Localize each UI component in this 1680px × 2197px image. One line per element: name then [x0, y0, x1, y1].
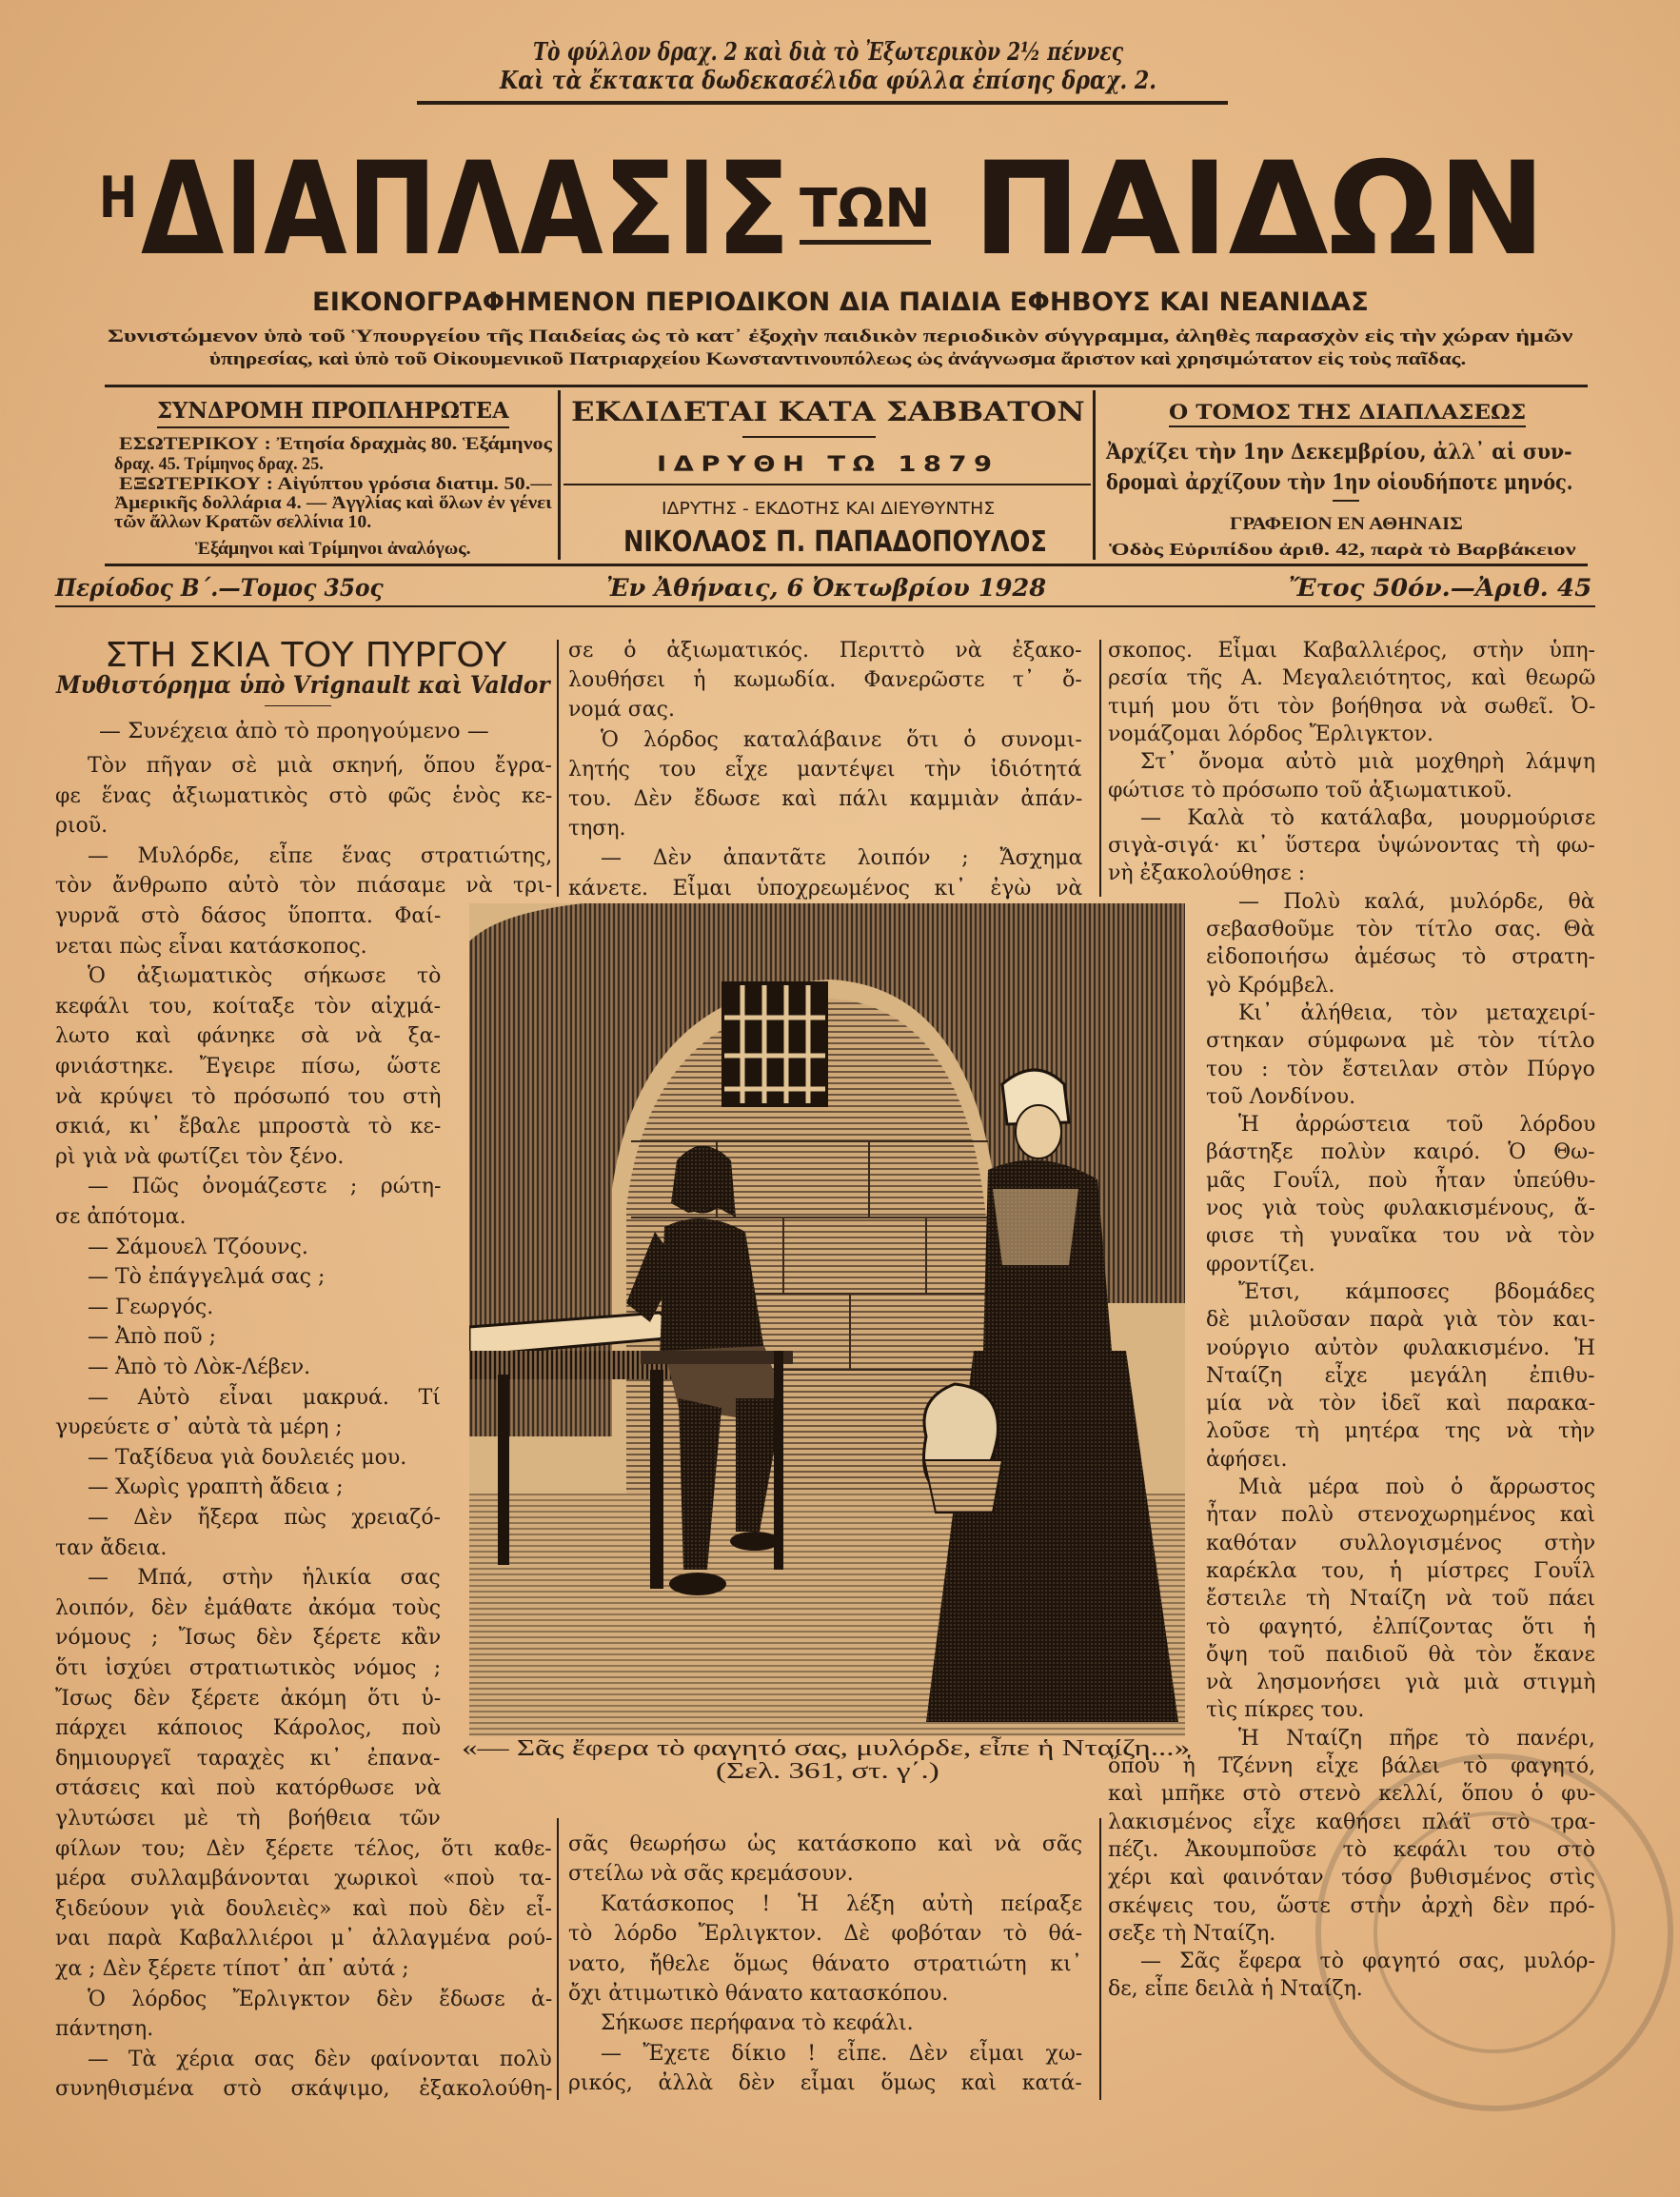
- text-line: λοῦσε τὴ μητέρα της νὰ τὴν: [1206, 1419, 1595, 1444]
- text-line: — Ταξίδευα γιὰ δουλειές μου.: [88, 1445, 407, 1470]
- text-line: φε ἕνας ἀξιωματικὸς στὸ φῶς ἑνὸς κε-: [55, 783, 553, 808]
- subtitle: ΕΙΚΟΝΟΓΡΑΦΗΜΕΝΟΝ ΠΕΡΙΟΔΙΚΟΝ ΔΙΑ ΠΑΙΔΙΑ ΕΦΗΒΟΥΣ ΚΑΙ ΝΕΑΝΙΔΑΣ: [312, 287, 1369, 317]
- text-line: ταν ἄδεια.: [55, 1535, 168, 1560]
- volume-line: Ἀρχίζει τὴν 1ην Δεκεμβρίου, ἀλλ᾿ αἱ συν-: [1106, 440, 1572, 465]
- text-line: πέζι. Ἀκουμποῦσε τὸ κεφάλι του στὸ: [1108, 1837, 1596, 1862]
- volume-line: δρομαὶ ἀρχίζουν τὴν 1ην οἱουδήποτε μηνός.: [1106, 470, 1573, 495]
- info-rule-bottom: [55, 605, 1595, 607]
- text-line: ναι παρὰ Καβαλλιέροι μ᾿ ἀλλαγμένα ρού-: [55, 1927, 553, 1951]
- column-divider: [557, 640, 559, 897]
- text-line: νὰ λησμονήσει γιὰ μιὰ στιγμὴ: [1206, 1671, 1596, 1695]
- text-line: ρικός, ἀλλὰ δὲν εἶμαι ὅμως καὶ κατά-: [568, 2071, 1082, 2096]
- text-line: σᾶς θεωρήσω ὡς κατάσκοπο καὶ νὰ σᾶς: [568, 1832, 1083, 1856]
- subscription-line: Ἀμερικῆς δολλάρια 4. — Ἀγγλίας καὶ ὅλων ἐν γένει: [114, 493, 552, 513]
- text-line: — Σᾶς ἔφερα τὸ φαγητό σας, μυλόρ-: [1140, 1950, 1595, 1974]
- text-line: νομά σας.: [568, 698, 675, 722]
- volume-heading-rule: [1169, 426, 1526, 427]
- illustration-caption: «— Σᾶς ἔφερα τὸ φαγητό σας, μυλόρδε, εἶπε ἡ Νταίζη...»: [462, 1736, 1191, 1761]
- text-line: ἔστειλε τὴ Νταίζη νὰ τοῦ πάει: [1206, 1587, 1596, 1612]
- text-line: τηση.: [568, 817, 626, 841]
- text-line: σεξε τὴ Νταίζη.: [1108, 1921, 1276, 1946]
- text-line: νόμους ; Ἴσως δὲν ξέρετε κἂν: [55, 1626, 442, 1651]
- text-line: σιγὰ-σιγά· κι᾿ ὕστερα ὑψώνοντας τὴ φω-: [1108, 834, 1595, 859]
- text-line: Ἴσως δὲν ξέρετε ἀκόμη ὅτι ὑ-: [55, 1686, 442, 1711]
- text-line: — Τὸ ἐπάγγελμά σας ;: [88, 1265, 326, 1290]
- text-line: λοιπόν, δὲν ἐμάθατε ἀκόμα τοὺς: [55, 1595, 442, 1620]
- text-line: Ὁ ἀξιωματικὸς σήκωσε τὸ: [88, 964, 442, 989]
- text-line: χέρι καὶ φαινόταν τόσο βυθισμένος στὶς: [1108, 1866, 1595, 1890]
- text-line: καὶ μπῆκε στὸ στενὸ κελλί, ὅπου ὁ φυ-: [1108, 1782, 1596, 1807]
- text-line: νομάζομαι λόρδος Ἔρλιγκτον.: [1108, 722, 1434, 746]
- text-line: τὸ φαγητό, ἐλπίζοντας ὅτι ἡ: [1206, 1614, 1596, 1639]
- text-line: συνηθισμένα στὸ σκάψιμο, ἐξακολούθη-: [55, 2077, 553, 2102]
- text-line: φνιάστηκε. Ἔγειρε πίσω, ὥστε: [55, 1055, 441, 1079]
- text-line: τὸ λόρδο Ἔρλιγκτον. Δὲ φοβόταν τὸ θά-: [568, 1922, 1083, 1947]
- text-line: — Ἀπὸ ποῦ ;: [88, 1325, 217, 1350]
- issue-year-number: Ἔτος 50όν.—Ἀριθ. 45: [1289, 574, 1592, 602]
- text-line: νούργιο αὐτὸν φυλακισμένο. Ἡ: [1206, 1336, 1596, 1360]
- info-rule-top: [105, 564, 1588, 566]
- text-line: δε, εἶπε δειλὰ ἡ Νταίζη.: [1108, 1977, 1363, 2002]
- header-divider-2: [1093, 390, 1096, 560]
- text-line: σκιά, κι᾿ ἔβαλε μπροστὰ τὸ κε-: [55, 1115, 442, 1139]
- text-line: ρὶ γιὰ νὰ φωτίζει τὸν ξένο.: [55, 1144, 345, 1169]
- text-line: — Πολὺ καλά, μυλόρδε, θὰ: [1238, 889, 1595, 914]
- text-line: μέρα συλλαμβάνονται χωρικοὶ «ποὺ τα-: [55, 1867, 552, 1891]
- text-line: σε ὁ ἀξιωματικός. Περιττὸ νὰ ἐξακο-: [568, 639, 1082, 663]
- text-line: — Ἔχετε δίκιο ! εἶπε. Δὲν εἶμαι χω-: [601, 2041, 1083, 2066]
- text-line: — Δὲν ἀπαντᾶτε λοιπόν ; Ἄσχημα: [601, 846, 1083, 871]
- text-line: — Καλὰ τὸ κατάλαβα, μουρμούρισε: [1140, 805, 1596, 830]
- volume-short-rule: [1333, 500, 1359, 502]
- text-line: χα ; Δὲν ξέρετε τίποτ᾿ ἀπ᾿ αὐτά ;: [55, 1957, 409, 1981]
- text-line: του : τὸν ἔστειλαν στὸν Πύργο: [1206, 1057, 1595, 1081]
- text-line: — Ἀπὸ τὸ Λὸκ-Λέβεν.: [88, 1356, 311, 1379]
- text-line: δημιουργεῖ ταραχὲς κι᾿ ἐπανα-: [55, 1746, 441, 1771]
- text-line: καρέκλα του, ἡ μίστρες Γουΐλ: [1206, 1558, 1595, 1583]
- subscription-line: Ἑξάμηνοι καὶ Τρίμηνοι ἀναλόγως.: [195, 539, 471, 559]
- text-line: ὅτι ἰσχύει στρατιωτικὸς νόμος ;: [55, 1656, 442, 1680]
- text-line: εἰδοποιήσω ἀμέσως τὸ στρατη-: [1206, 945, 1595, 970]
- top-rule: [417, 101, 1228, 105]
- text-line: νατο, ἤθελε ὅμως θάνατο στρατιώτη κι᾿: [568, 1951, 1082, 1976]
- text-line: ὅπου ἡ Τζέννη εἶχε βάλει τὸ φαγητό,: [1108, 1754, 1596, 1778]
- office-heading: ΓΡΑΦΕΙΟΝ ΕΝ ΑΘΗΝΑΙΣ: [1230, 514, 1463, 534]
- issue-period: Περίοδος Β΄.—Τομος 35ος: [55, 574, 384, 602]
- text-line: τοῦ Λονδίνου.: [1206, 1084, 1356, 1109]
- text-line: στηκαν σύμφωνα μὲ τὸν τίτλο: [1206, 1029, 1595, 1054]
- text-line: νὴ ἐξακολούθησε :: [1108, 861, 1306, 886]
- text-line: ἦταν πολὺ στενοχωρημένος καὶ: [1206, 1503, 1596, 1528]
- text-line: τιμή μου ὅτι τὸν βοήθησα νὰ σωθεῖ. Ὀ-: [1108, 694, 1596, 719]
- text-line: ριοῦ.: [55, 814, 109, 839]
- text-line: Νταίζη εἶχε μεγάλη ἐπιθυ-: [1206, 1363, 1595, 1388]
- text-line: Κι᾿ ἀλήθεια, τὸν μεταχειρί-: [1238, 1000, 1595, 1025]
- masthead-word-ton: ΤΩΝ: [800, 178, 931, 240]
- text-line: νος γιὰ τοὺς φυλακισμένους, ἄ-: [1206, 1197, 1595, 1220]
- text-line: γὸ Κρόμβελ.: [1206, 973, 1335, 998]
- text-line: ρεσία τῆς Α. Μεγαλειότητος, καὶ θεωρῶ: [1108, 666, 1596, 691]
- text-line: — Μυλόρδε, εἶπε ἕνας στρατιώτης,: [88, 843, 553, 868]
- text-line: Ἡ Νταίζη πῆρε τὸ πανέρι,: [1238, 1726, 1595, 1751]
- column-divider: [557, 1818, 559, 2100]
- text-line: Ἔτσι, κάμποσες βδομάδες: [1238, 1279, 1595, 1304]
- text-line: κάνετε. Εἶμαι ὑποχρεωμένος κι᾿ ἐγὼ νὰ: [568, 876, 1083, 901]
- publication-schedule: ΕΚΔΙΔΕΤΑΙ ΚΑΤΑ ΣΑΒΒΑΤΟΝ: [571, 396, 1085, 427]
- text-line: λακισμένος εἶχε καθήσει πλάϊ στὸ τρα-: [1108, 1810, 1596, 1834]
- publication-founded: ΙΔΡΥΘΗ ΤΩ 1879: [657, 453, 999, 477]
- text-line: — Γεωργός.: [88, 1295, 214, 1319]
- text-line: — Σάμουελ Τζόουνς.: [88, 1235, 308, 1259]
- text-line: λωτο καὶ φάνηκε σὰ νὰ ξα-: [55, 1024, 441, 1049]
- text-line: καθόταν συλλογισμένος στὴν: [1206, 1531, 1596, 1555]
- header-rule-top: [105, 385, 1588, 387]
- text-line: σεβασθοῦμε τὸν τίτλο σας. Θὰ: [1206, 918, 1595, 941]
- text-line: γυρνᾶ στὸ δάσος ὕποπτα. Φαί-: [55, 904, 442, 928]
- text-line: λητής του εἶχε μαντέψει τὴν ἰδιότητά: [568, 757, 1082, 782]
- text-line: Τὸν πῆγαν σὲ μιὰ σκηνή, ὅπου ἔγρα-: [88, 754, 552, 778]
- table-leg: [650, 1370, 663, 1589]
- masthead-word-diaplasis: ΔΙΑΠΛΑΣΙΣ: [141, 134, 790, 284]
- text-line: Ὁ λόρδος καταλάβαινε ὅτι ὁ συνομι-: [601, 727, 1082, 752]
- price-notice-line-1: Τὸ φύλλον δραχ. 2 καὶ διὰ τὸ Ἐξωτερικὸν 2½ πέννες: [533, 38, 1124, 67]
- subscription-heading-rule: [157, 426, 509, 428]
- header-divider-1: [558, 390, 561, 560]
- article-continued-note: — Συνέχεια ἀπὸ τὸ προηγούμενο —: [99, 720, 489, 743]
- article-byline: Μυθιστόρημα ὑπὸ Vrignault καὶ Valdor: [56, 671, 550, 699]
- text-line: μία νὰ τὸν ἰδεῖ καὶ παρακα-: [1206, 1392, 1596, 1416]
- table-leg: [498, 1375, 509, 1565]
- text-line: — Τὰ χέρια σας δὲν φαίνονται πολὺ: [88, 2047, 552, 2071]
- publication-rule: [563, 484, 1091, 485]
- byline-rule: [265, 705, 331, 706]
- text-line: φροντίζει.: [1206, 1252, 1315, 1277]
- text-line: δὲ μιλοῦσαν παρὰ γιὰ τὸν και-: [1206, 1308, 1595, 1333]
- publication-rule-short: [742, 436, 876, 438]
- text-line: Ὁ λόρδος Ἔρλιγκτον δὲν ἔδωσε ἀ-: [88, 1987, 553, 2011]
- text-line: κεφάλι του, κοίταξε τὸν αἰχμά-: [55, 994, 442, 1019]
- text-line: σκοπος. Εἶμαι Καβαλλιέρος, στὴν ὑπη-: [1108, 639, 1595, 663]
- text-line: στείλω νὰ σᾶς κρεμάσουν.: [568, 1862, 854, 1887]
- text-line: ἀφήσει.: [1206, 1447, 1288, 1472]
- text-line: Μιὰ μέρα ποὺ ὁ ἄρρωστος: [1238, 1475, 1596, 1499]
- text-line: ὄχι ἀτιμωτικὸ θάνατο κατασκόπου.: [568, 1982, 949, 2006]
- masthead-article: Η: [99, 165, 138, 231]
- text-line: — Χωρὶς γραπτὴ ἄδεια ;: [88, 1475, 344, 1500]
- illustration-prison-cell: [469, 903, 1185, 1736]
- illustration-reference: (Σελ. 361, στ. γ΄.): [716, 1759, 939, 1784]
- masthead-ton-underline: [800, 240, 931, 245]
- text-line: γυρεύετε σ᾿ αὐτὰ τὰ μέρη ;: [55, 1415, 343, 1440]
- issue-date: Ἐν Ἀθήναις, 6 Ὀκτωβρίου 1928: [606, 574, 1047, 602]
- subscription-line: δραχ. 45. Τρίμηνος δραχ. 25.: [114, 454, 324, 474]
- column-divider: [1099, 640, 1101, 897]
- endorsement-line-2: ὑπηρεσίας, καὶ ὑπὸ τοῦ Οἰκουμενικοῦ Πατριαρχείου Κωνσταντινουπόλεως ὡς ἀνάγνωσμα ἄριστον καὶ χρησιμώτατον εἰς τοὺς παῖδας.: [209, 349, 1467, 369]
- text-line: φώτισε τὸ πρόσωπο τοῦ ἀξιωματικοῦ.: [1108, 778, 1512, 802]
- text-line: φίλων του; Δὲν ξέρετε τέλος, ὅτι καθε-: [55, 1836, 552, 1861]
- text-line: Κατάσκοπος ! Ἡ λέξη αὐτὴ πείραξε: [601, 1891, 1082, 1916]
- text-line: — Πῶς ὀνομάζεστε ; ρώτη-: [88, 1175, 442, 1199]
- text-line: πάντηση.: [55, 2017, 154, 2042]
- text-line: Ἡ ἀρρώστεια τοῦ λόρδου: [1238, 1113, 1596, 1138]
- text-line: φισε τὴ γυναῖκα του νὰ τὸν: [1206, 1224, 1595, 1249]
- subscription-line: ΕΣΩΤΕΡΙΚΟΥ : Ἐτησία δραχμὰς 80. Ἑξάμηνος: [119, 434, 552, 454]
- subscription-line: τῶν ἄλλων Κρατῶν σελλίνια 10.: [114, 512, 372, 532]
- text-line: βάστηξε πολὺν καιρό. Ὁ Θω-: [1206, 1140, 1595, 1165]
- article-title: ΣΤΗ ΣΚΙΑ ΤΟΥ ΠΥΡΓΟΥ: [105, 636, 507, 675]
- text-line: Στ᾿ ὄνομα αὐτὸ μιὰ μοχθηρὴ λάμψη: [1140, 750, 1596, 775]
- text-line: στάσεις καὶ ποὺ κατόρθωσε νὰ: [55, 1776, 442, 1801]
- column-divider: [1099, 1818, 1101, 2100]
- text-line: γλυτώσει μὲ τὴ βοήθεια τῶν: [55, 1807, 441, 1831]
- text-line: τὶς πίκρες του.: [1206, 1698, 1365, 1723]
- text-line: ὄψη τοῦ παιδιοῦ θὰ τὸν ἔκανε: [1206, 1642, 1595, 1667]
- subscription-line: ΕΞΩΤΕΡΙΚΟΥ : Αἰγύπτου γρόσια διατιμ. 50.—: [119, 474, 552, 494]
- publication-founder-title: ΙΔΡΥΤΗΣ - ΕΚΔΟΤΗΣ ΚΑΙ ΔΙΕΥΘΥΝΤΗΣ: [662, 499, 996, 519]
- text-line: — Δὲν ἤξερα πὼς χρειαζό-: [88, 1506, 441, 1530]
- subscription-heading: ΣΥΝΔΡΟΜΗ ΠΡΟΠΛΗΡΩΤΕΑ: [157, 398, 509, 424]
- text-line: — Μπά, στὴν ἡλικία σας: [88, 1566, 441, 1591]
- text-line: σκέψεις του, ὥστε στὴν ἀρχὴ δὲν πρό-: [1108, 1893, 1595, 1918]
- text-line: λουθήσει ἡ κωμωδία. Φανερῶστε τ᾿ ὄ-: [568, 668, 1082, 693]
- text-line: τὸν ἄνθρωπο αὐτὸ τὸν πιάσαμε νὰ τρι-: [55, 874, 553, 899]
- endorsement-line-1: Συνιστώμενον ὑπὸ τοῦ Ὑπουργείου τῆς Παιδείας ὡς τὸ κατ᾿ ἐξοχὴν παιδικὸν περιοδικὸν σύγγραμμα, ἀληθὲς παρασχὸν εἰς τὴν χώραν ἡμῶν: [108, 327, 1573, 346]
- text-line: μᾶς Γουΐλ, ποὺ ἦταν ὑπεύθυ-: [1206, 1168, 1596, 1193]
- text-line: νεται πὼς εἶναι κατάσκοπος.: [55, 934, 367, 959]
- publication-founder-name: ΝΙΚΟΛΑΟΣ Π. ΠΑΠΑΔΟΠΟΥΛΟΣ: [623, 525, 1047, 559]
- text-line: — Αὐτὸ εἶναι μακρυά. Τί: [88, 1385, 441, 1410]
- volume-heading: Ο ΤΟΜΟΣ ΤΗΣ ΔΙΑΠΛΑΣΕΩΣ: [1169, 400, 1527, 424]
- text-line: του. Δὲν ἔδωσε καὶ πάλι καμμιὰν ἀπάν-: [568, 787, 1083, 811]
- masthead-word-paidon: ΠΑΙΔΩΝ: [973, 134, 1546, 284]
- text-line: νὰ κρύψει τὸ πρόσωπό του στὴ: [55, 1084, 442, 1109]
- text-line: σε ἀπότομα.: [55, 1205, 187, 1229]
- text-line: ξιδεύουν γιὰ δουλειὲς» καὶ ποὺ δὲν εἶ-: [55, 1896, 552, 1921]
- price-notice-line-2: Καὶ τὰ ἔκτακτα δωδεκασέλιδα φύλλα ἐπίσης δραχ. 2.: [500, 67, 1157, 95]
- office-address: Ὁδὸς Εὐριπίδου ἀριθ. 42, παρὰ τὸ Βαρβάκειον: [1109, 540, 1576, 559]
- text-line: Σήκωσε περήφανα τὸ κεφάλι.: [601, 2011, 914, 2036]
- text-line: πάρχει κάποιος Κάρολος, ποὺ: [55, 1716, 442, 1741]
